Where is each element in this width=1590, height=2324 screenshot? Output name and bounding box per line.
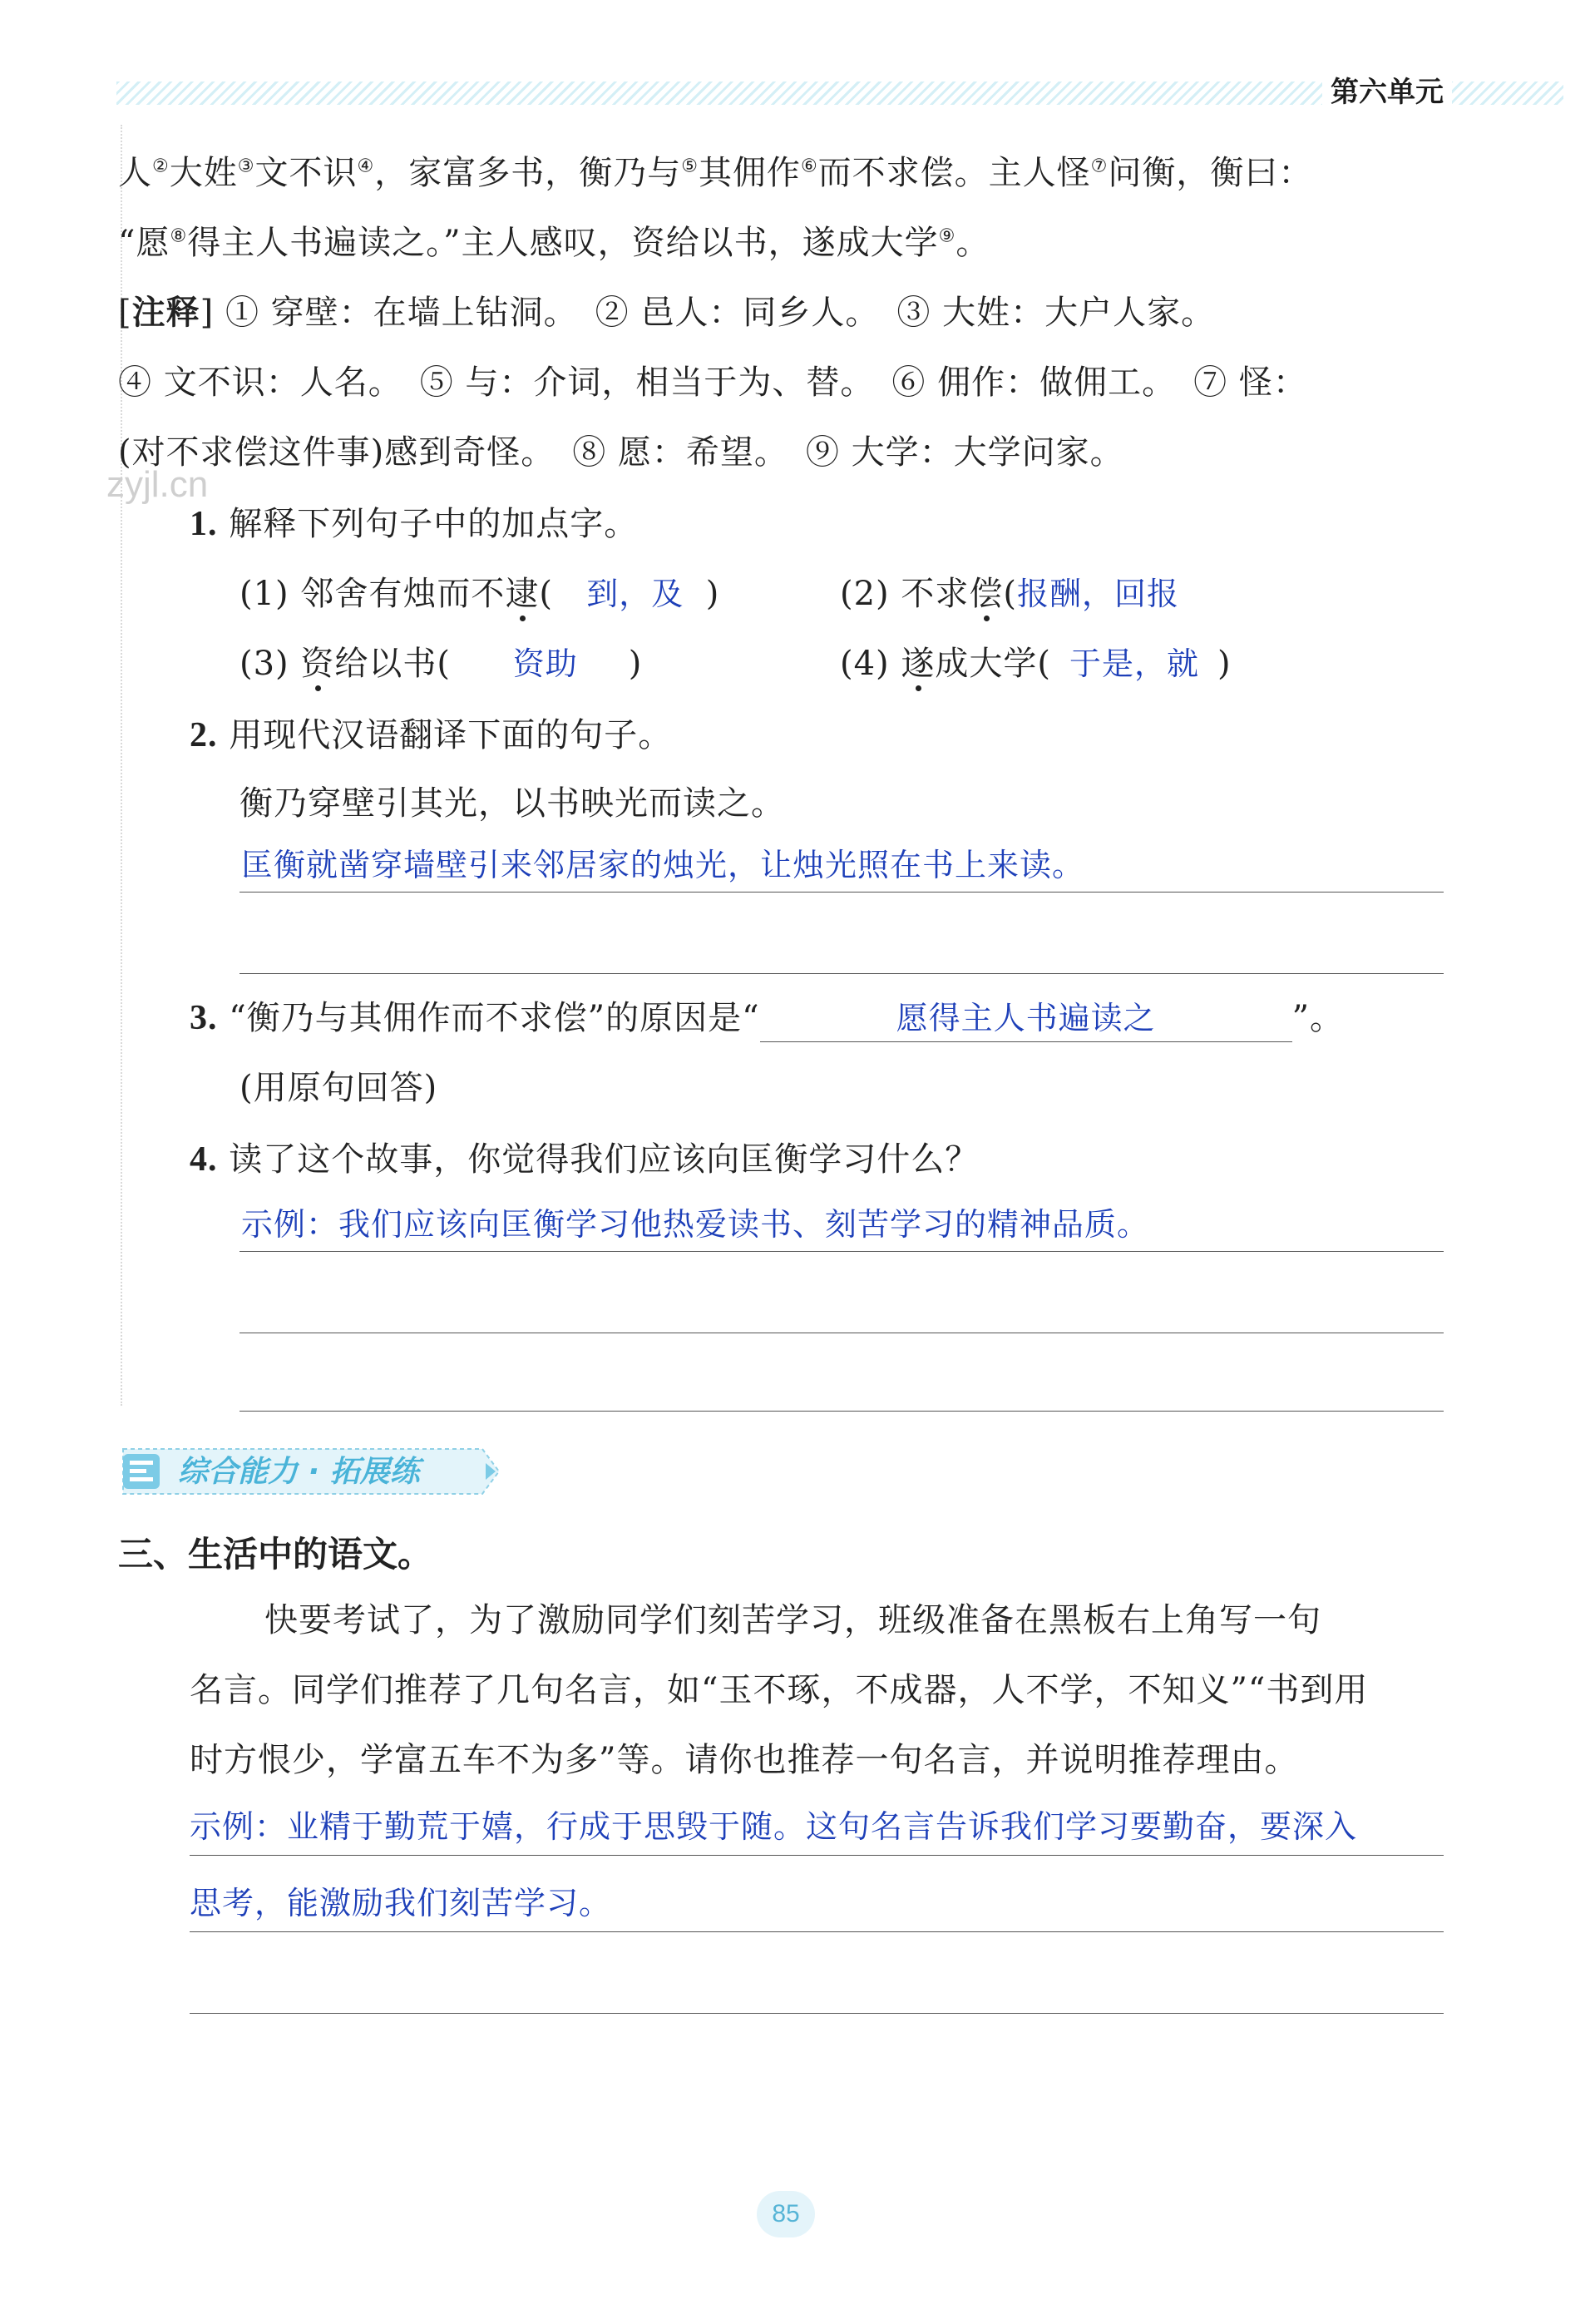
- q2-answer-line-2[interactable]: [239, 920, 1444, 974]
- q1-answer-4: 于是，就: [1069, 645, 1199, 682]
- q1-item-4: (4) 遂成大学( 于是，就 ): [840, 640, 1232, 687]
- q3-answer: 愿得主人书遍读之: [896, 1000, 1156, 1036]
- section3-answer-line-3[interactable]: [190, 1955, 1444, 2014]
- section3-answer-line-1[interactable]: [190, 1797, 1444, 1856]
- notes-line-3: (对不求偿这件事)感到奇怪。 ⑧ 愿：希望。 ⑨ 大学：大学问家。: [118, 433, 1124, 472]
- q3-note: (用原句回答): [239, 1069, 438, 1107]
- notes-line-2: ④ 文不识：人名。 ⑤ 与：介词，相当于为、替。 ⑥ 佣作：做佣工。 ⑦ 怪：: [118, 363, 1307, 402]
- q4-answer: 示例：我们应该向匡衡学习他热爱读书、刻苦学习的精神品质。: [241, 1206, 1150, 1243]
- notes-label: [注释]: [118, 294, 215, 332]
- q4-answer-line-3[interactable]: [239, 1357, 1444, 1412]
- notes-line-1: [注释] ① 穿壁：在墙上钻洞。 ② 邑人：同乡人。 ③ 大姓：大户人家。: [118, 294, 1216, 332]
- section3-para-1: 快要考试了，为了激励同学们刻苦学习，班级准备在黑板右上角写一句: [264, 1601, 1321, 1639]
- q3-answer-blank[interactable]: [760, 995, 1292, 1042]
- q1-item-3: (3) 资给以书( 资助 ): [239, 640, 642, 687]
- section3-para-3: 时方恨少，学富五车不为多”等。请你也推荐一句名言，并说明推荐理由。: [190, 1741, 1299, 1779]
- q1-answer-3: 资助: [512, 645, 578, 682]
- section3-title: 三、生活中的语文。: [118, 1534, 433, 1575]
- q3-prompt: 3. “衡乃与其佣作而不求偿”的原因是“ 愿得主人书遍读之 ”。: [190, 995, 1344, 1042]
- q1-prompt: 1. 解释下列句子中的加点字。: [190, 505, 639, 543]
- q2-prompt: 2. 用现代汉语翻译下面的句子。: [190, 716, 673, 754]
- q1-item-2: (2) 不求偿(报酬，回报: [840, 575, 1179, 613]
- q1-answer-2: 报酬，回报: [1016, 576, 1179, 612]
- passage-line-2: “愿⑧得主人书遍读之。”主人感叹，资给以书，遂成大学⑨。: [118, 224, 990, 262]
- q2-answer: 匡衡就凿穿墙壁引来邻居家的烛光，让烛光照在书上来读。: [241, 847, 1085, 883]
- section3-answer-line-2[interactable]: [190, 1873, 1444, 1932]
- q2-sentence: 衡乃穿壁引其光，以书映光而读之。: [239, 784, 785, 823]
- q1-answer-1: 到，及: [586, 576, 684, 612]
- passage-line-1: 人②大姓③文不识④，家富多书，衡乃与⑤其佣作⑥而不求偿。主人怪⑦问衡，衡曰：: [118, 154, 1313, 192]
- q4-prompt: 4. 读了这个故事，你觉得我们应该向匡衡学习什么？: [190, 1140, 980, 1179]
- banner-text: 综合能力 · 拓展练: [178, 1455, 420, 1489]
- section3-answer-2: 思考，能激励我们刻苦学习。: [190, 1885, 612, 1921]
- section3-para-2: 名言。同学们推荐了几句名言，如“玉不琢，不成器，人不学，不知义”“书到用: [190, 1671, 1369, 1709]
- watermark: zyjl.cn: [106, 464, 209, 505]
- page-number: 85: [757, 2191, 815, 2237]
- q2-answer-line-1[interactable]: [239, 838, 1444, 893]
- q1-item-1: (1) 邻舍有烛而不逮( 到，及 ): [239, 571, 719, 617]
- q4-answer-line-2[interactable]: [239, 1279, 1444, 1333]
- q4-answer-line-1[interactable]: [239, 1198, 1444, 1252]
- section3-answer-1: 示例：业精于勤荒于嬉，行成于思毁于随。这句名言告诉我们学习要勤奋，要深入: [190, 1808, 1358, 1845]
- unit-title: 第六单元: [1322, 72, 1452, 113]
